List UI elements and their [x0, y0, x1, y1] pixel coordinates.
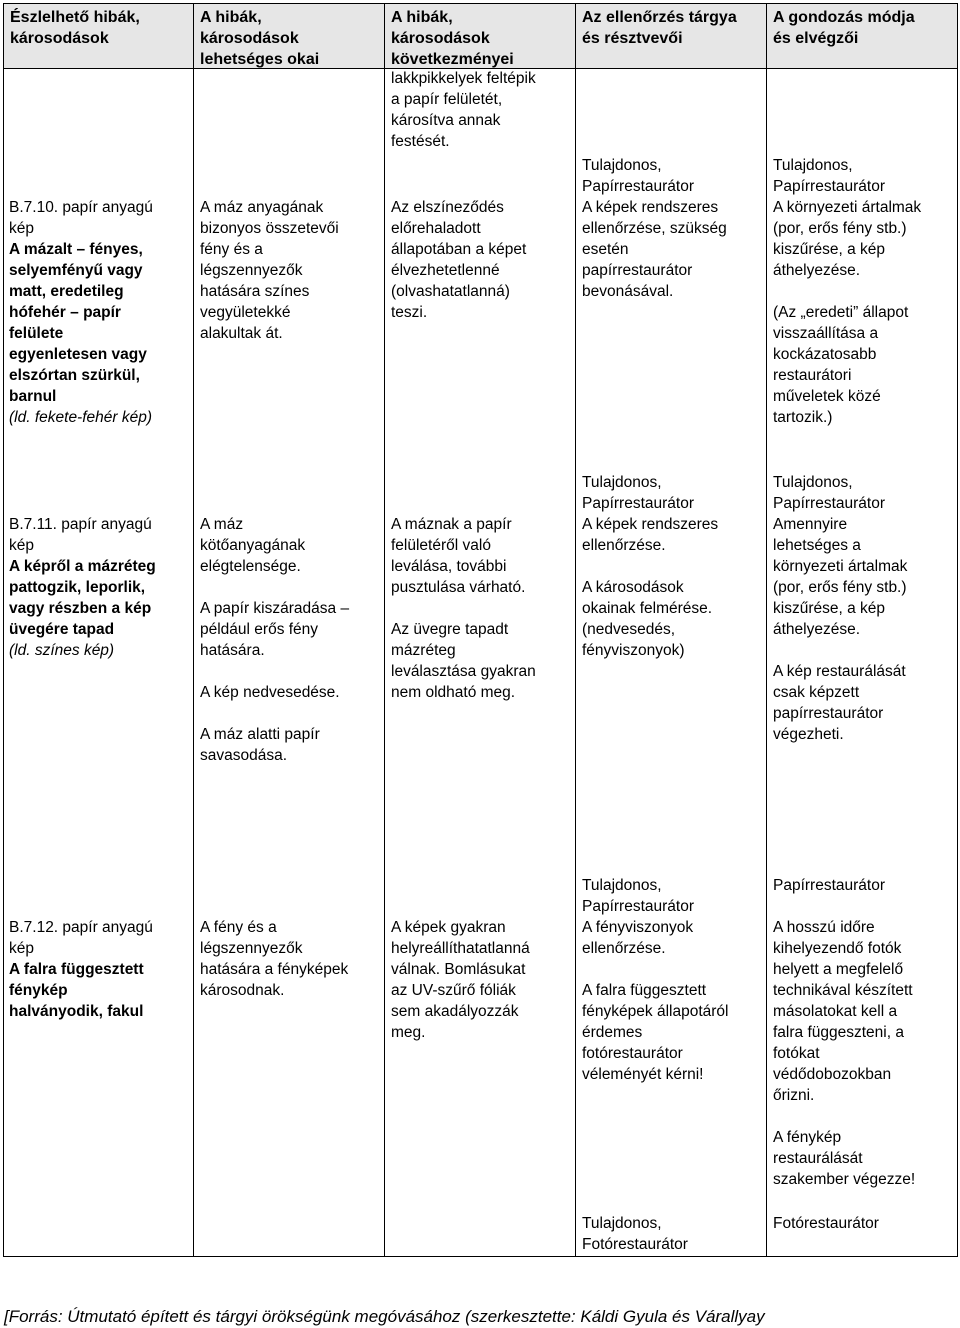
table-border-right — [957, 3, 958, 1257]
row2-care: Tulajdonos, Papírrestaurátor Amennyire lehetséges a környezeti ártalmak (por, erős fény stb.) kiszűrése, a kép áthelyezése. A kép restaurálását csak képzett papírrestaurátor végezheti. — [773, 474, 908, 743]
row2-defect: B.7.11. papír anyagú kép A képről a mázréteg pattogzik, leporlik, vagy részben a kép üvegére tapad (ld. színes kép) — [9, 516, 156, 659]
row3-causes: A fény és a légszennyezők hatására a fényképek károsodnak. — [200, 919, 349, 999]
row3-inspection: Tulajdonos, Papírrestaurátor A fényviszonyok ellenőrzése. A falra függesztett fényképek állapotáról érdemes fotórestaurátor véleményét kérni! — [582, 877, 729, 1083]
header-cell-2 — [193, 3, 385, 69]
header-label-2: A hibák, károsodások lehetséges okai — [200, 9, 320, 68]
row4-inspection: Tulajdonos, Fotórestaurátor — [582, 1215, 688, 1253]
row2-consequences: A máznak a papír felületéről való leválása, további pusztulása várható. Az üvegre tapadt mázréteg leválasztása gyakran nem oldható meg. — [391, 516, 536, 701]
header-cell-1 — [3, 3, 194, 69]
source-citation: [Forrás: Útmutató épített és tárgyi örökségünk megóvásához (szerkesztette: Káldi Gyula és Várallyay — [4, 1307, 765, 1326]
header-cell-4 — [575, 3, 767, 69]
row3-defect: B.7.12. papír anyagú kép A falra függesztett fénykép halványodik, fakul — [9, 919, 153, 1020]
row3-consequences: A képek gyakran helyreállíthatatlanná válnak. Bomlásukat az UV-szűrő fóliák sem akadályozzák meg. — [391, 919, 530, 1041]
header-label-5: A gondozás módja és elvégzői — [773, 9, 915, 47]
row1-consequences-continued: lakkpikkelyek feltépik a papír felületét, károsítva annak festését. — [391, 70, 536, 150]
header-label-4: Az ellenőrzés tárgya és résztvevői — [582, 9, 737, 47]
header-cell-3 — [384, 3, 576, 69]
row4-care: Fotórestaurátor — [773, 1215, 879, 1232]
row1-consequences: Az elszíneződés előrehaladott állapotában a képet élvezhetetlenné (olvashatatlanná) teszi. — [391, 199, 527, 321]
table-border-c1 — [193, 3, 194, 1257]
row1-inspection: Tulajdonos, Papírrestaurátor A képek rendszeres ellenőrzése, szükség esetén papírrestaurátor bevonásával. — [582, 157, 727, 300]
table-border-bottom — [3, 1256, 958, 1257]
header-label-3: A hibák, károsodások következményei — [391, 9, 514, 68]
table-border-left — [3, 3, 4, 1257]
row1-care: Tulajdonos, Papírrestaurátor A környezeti ártalmak (por, erős fény stb.) kiszűrése, a kép áthelyezése. (Az „eredeti” állapot visszaállítása a kockázatosabb restaurátori műveletek közé tartozik.) — [773, 157, 922, 426]
table-border-c2 — [384, 3, 385, 1257]
header-cell-5 — [766, 3, 958, 69]
row2-causes: A máz kötőanyagának elégtelensége. A papír kiszáradása – például erős fény hatására. A kép nedvesedése. A máz alatti papír savasodása. — [200, 516, 350, 764]
table-border-c4 — [766, 3, 767, 1257]
row2-inspection: Tulajdonos, Papírrestaurátor A képek rendszeres ellenőrzése. A károsodások okainak felmérése. (nedvesedés, fényviszonyok) — [582, 474, 719, 659]
row3-care: Papírrestaurátor A hosszú időre kihelyezendő fotók helyett a megfelelő technikával készített másolatokat kell a falra függeszteni, a fotókat védődobozokban őrizni. A fénykép restaurálását szakember végezze! — [773, 877, 916, 1188]
header-label-1: Észlelhető hibák, károsodások — [10, 9, 140, 47]
table-border-c3 — [575, 3, 576, 1257]
row1-causes: A máz anyagának bizonyos összetevői fény és a légszennyezők hatására színes vegyületekké alakultak át. — [200, 199, 339, 342]
row1-defect: B.7.10. papír anyagú kép A mázalt – fényes, selyemfényű vagy matt, eredetileg hófehér – papír felülete egyenletesen vagy elszórtan szürkül, barnul (ld. fekete-fehér kép) — [9, 199, 153, 426]
